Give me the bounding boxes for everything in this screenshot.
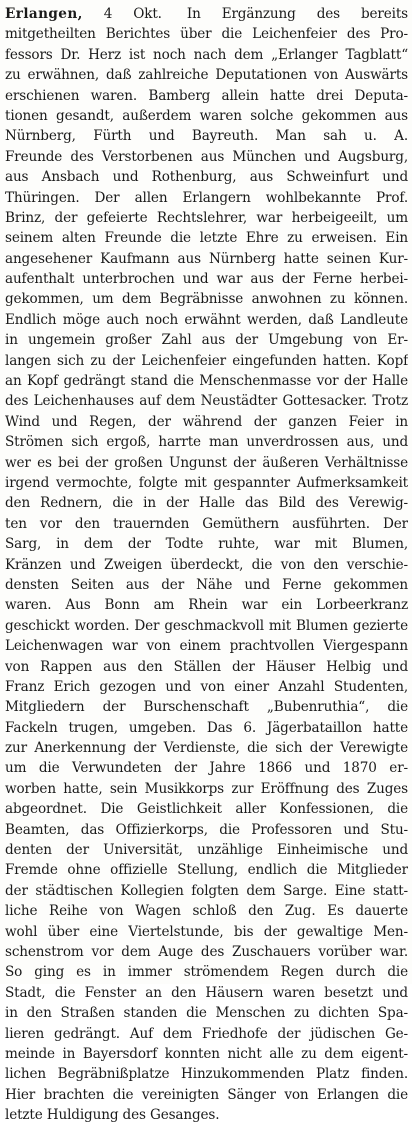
article-line: Thüringen. Der allen Erlangern wohlbekannte Prof. — [5, 189, 408, 206]
article-line: Mitgliedern der Burschenschaft „Bubenruthia“, die — [5, 699, 408, 716]
article-line: denten der Universität, unzählige Einheimische und — [5, 842, 408, 859]
article-line: worben hatte, sein Musikkorps zur Eröffnung des Zuges — [5, 780, 408, 797]
article-line: des Leichenhauses auf dem Neustädter Gottesacker. Trotz — [5, 393, 408, 410]
article-line: Sarg, in dem der Todte ruhte, war mit Blumen, — [5, 536, 408, 553]
article-line: erschienen waren. Bamberg allein hatte drei Deputa- — [5, 87, 408, 104]
article-line: Nürnberg, Fürth und Bayreuth. Man sah u. A. — [5, 128, 408, 145]
article-line: Stadt, die Fenster an den Häusern waren besetzt und — [5, 984, 408, 1001]
article-line: den Rednern, die in der Halle das Bild des Verewig- — [5, 495, 408, 512]
article-line: um die Verwundeten der Jahre 1866 und 1870 er- — [5, 760, 408, 777]
article-line: So ging es in immer strömendem Regen durch die — [5, 964, 408, 981]
article-line: gekommen, um dem Begräbnisse anwohnen zu können. — [5, 291, 408, 308]
news-article — [5, 4, 408, 1125]
article-line: Wind und Regen, der während der ganzen Feier in — [5, 413, 408, 430]
article-line: langen sich zu der Leichenfeier eingefunden hatten. Kopf — [5, 352, 408, 369]
article-line: wohl über eine Viertelstunde, bis der gewaltige Men- — [5, 923, 408, 940]
dateline-place: Erlangen, — [5, 6, 83, 22]
article-line: von Rappen aus den Ställen der Häuser Helbig und — [5, 658, 408, 675]
article-line: Brinz, der gefeierte Rechtslehrer, war herbeigeeilt, um — [5, 209, 408, 226]
article-line: schenstrom vor dem Auge des Zuschauers vorüber war. — [5, 943, 408, 960]
article-line: an Kopf gedrängt stand die Menschenmasse vor der Halle — [5, 373, 408, 390]
article-line: Endlich möge auch noch erwähnt werden, daß Landleute — [5, 311, 408, 328]
article-line: liche Reihe von Wagen schloß den Zug. Es dauerte — [5, 903, 408, 920]
article-line: lichen Begräbnißplatze Hinzukommenden Platz finden. — [5, 1066, 408, 1083]
article-line: densten Seiten aus der Nähe und Ferne gekommen — [5, 576, 408, 593]
article-line: waren. Aus Bonn am Rhein war ein Lorbeerkranz — [5, 597, 408, 614]
article-line: aus Ansbach und Rothenburg, aus Schweinfurt und — [5, 169, 408, 186]
article-line: ten vor den trauernden Gemüthern ausführten. Der — [5, 515, 408, 532]
article-line: aufenthalt unterbrochen und war aus der Ferne herbei- — [5, 271, 408, 288]
article-line: irgend vermochte, folgte mit gespannter Aufmerksamkeit — [5, 474, 408, 491]
article-line: letzte Huldigung des Gesanges. — [5, 1107, 220, 1124]
article-line: angesehener Kaufmann aus Nürnberg hatte seinen Kur- — [5, 250, 408, 267]
article-line: tionen gesandt, außerdem waren solche gekommen aus — [5, 107, 408, 124]
article-line: in ungemein großer Zahl aus der Umgebung von Er- — [5, 332, 408, 349]
article-line: Beamten, das Offizierkorps, die Professoren und Stu- — [5, 821, 408, 838]
article-line: zu erwähnen, daß zahlreiche Deputationen von Auswärts — [5, 67, 408, 84]
article-line: fessors Dr. Herz ist noch nach dem „Erlanger Tagblatt“ — [5, 46, 408, 63]
article-line: geschickt worden. Der geschmackvoll mit Blumen gezierte — [5, 617, 408, 634]
article-line: der städtischen Kollegien folgten dem Sarge. Eine statt- — [5, 882, 408, 899]
first-line-text: In Ergänzung des bereits — [186, 6, 408, 22]
article-line: Leichenwagen war von einem prachtvollen Viergespann — [5, 638, 408, 655]
article-line: meinde in Bayersdorf konnten nicht alle zu dem eigent- — [5, 1045, 408, 1062]
article-line: in den Straßen standen die Menschen zu dichten Spa- — [5, 1005, 408, 1022]
article-line: abgeordnet. Die Geistlichkeit aller Konfessionen, die — [5, 801, 408, 818]
dateline-date: 4 Okt. — [103, 6, 162, 22]
article-line: lieren gedrängt. Auf dem Friedhofe der jüdischen Ge- — [5, 1025, 408, 1042]
article-line: wer es bei der großen Ungunst der äußeren Verhältnisse — [5, 454, 408, 471]
article-line: Fremde ohne offizielle Stellung, endlich die Mitglieder — [5, 862, 408, 879]
article-line: seinem alten Freunde die letzte Ehre zu erweisen. Ein — [5, 230, 408, 247]
article-line: Kränzen und Zweigen überdeckt, die von den verschie- — [5, 556, 408, 573]
article-line: Fackeln trugen, umgeben. Das 6. Jägerbataillon hatte — [5, 719, 408, 736]
article-first-line — [5, 4, 408, 24]
article-line: Franz Erich gezogen und von einer Anzahl Studenten, — [5, 678, 408, 695]
article-line: zur Anerkennung der Verdienste, die sich der Verewigte — [5, 740, 408, 757]
article-line: Hier brachten die vereinigten Sänger von Erlangen die — [5, 1086, 408, 1103]
article-line: Freunde des Verstorbenen aus München und Augsburg, — [5, 148, 408, 165]
article-line: Strömen sich ergoß, harrte man unverdrossen aus, und — [5, 434, 408, 451]
article-line: mitgetheilten Berichtes über die Leichenfeier des Pro- — [5, 26, 408, 43]
